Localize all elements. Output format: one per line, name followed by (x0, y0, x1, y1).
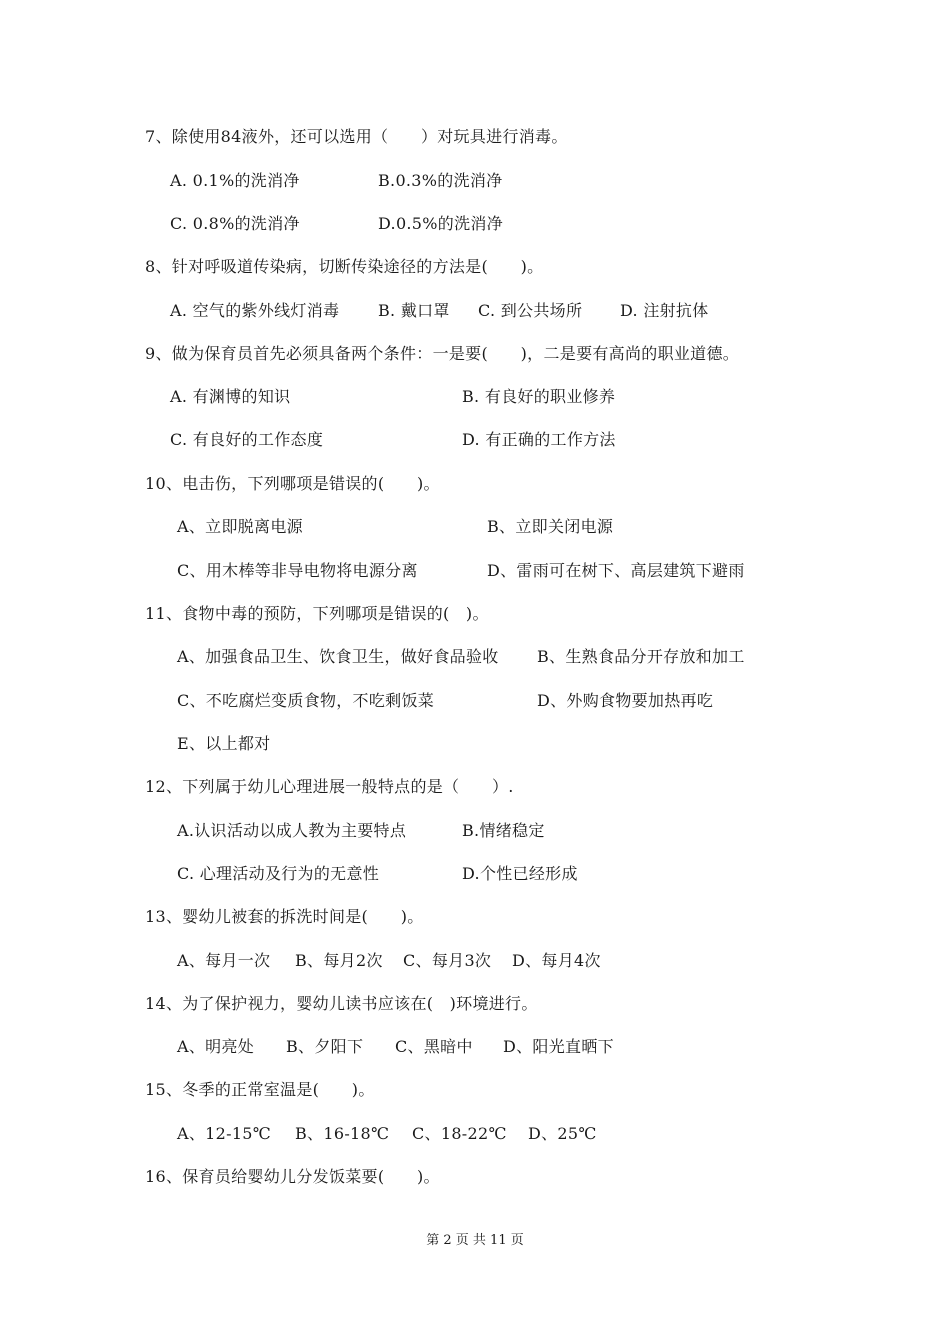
question-15-stem: 15、冬季的正常室温是( )。 (145, 1080, 375, 1099)
question-9-option-d: D. 有正确的工作方法 (462, 430, 616, 449)
question-9-stem: 9、做为保育员首先必须具备两个条件：一是要( )，二是要有高尚的职业道德。 (145, 344, 740, 363)
question-10-option-c: C、用木棒等非导电物将电源分离 (177, 561, 418, 580)
question-14-option-d: D、阳光直晒下 (503, 1037, 614, 1056)
question-12-option-d: D.个性已经形成 (462, 864, 578, 883)
question-14-option-b: B、夕阳下 (286, 1037, 364, 1056)
question-11-option-c: C、不吃腐烂变质食物，不吃剩饭菜 (177, 691, 435, 710)
question-12-option-a: A.认识活动以成人教为主要特点 (177, 821, 407, 840)
question-15-option-b: B、16-18℃ (295, 1124, 390, 1143)
question-15-option-c: C、18-22℃ (412, 1124, 507, 1143)
question-15-option-d: D、25℃ (528, 1124, 597, 1143)
question-8-option-b: B. 戴口罩 (378, 301, 450, 320)
question-9-option-b: B. 有良好的职业修养 (462, 387, 616, 406)
question-8-stem: 8、针对呼吸道传染病，切断传染途径的方法是( )。 (145, 257, 544, 276)
question-13-option-d: D、每月4次 (512, 951, 601, 970)
question-10-stem: 10、电击伤，下列哪项是错误的( )。 (145, 474, 440, 493)
question-11-stem: 11、食物中毒的预防，下列哪项是错误的( )。 (145, 604, 489, 623)
question-11-option-e: E、以上都对 (177, 734, 271, 753)
question-15-option-a: A、12-15℃ (177, 1124, 271, 1143)
question-8-option-d: D. 注射抗体 (620, 301, 709, 320)
question-7-option-a: A. 0.1%的洗消净 (170, 171, 300, 190)
question-7-option-c: C. 0.8%的洗消净 (170, 214, 300, 233)
question-12-option-c: C. 心理活动及行为的无意性 (177, 864, 380, 883)
question-11-option-d: D、外购食物要加热再吃 (537, 691, 714, 710)
question-13-option-c: C、每月3次 (403, 951, 492, 970)
question-12-stem: 12、下列属于幼儿心理进展一般特点的是（ ）. (145, 777, 514, 796)
question-14-option-c: C、黑暗中 (395, 1037, 473, 1056)
question-7-option-d: D.0.5%的洗消净 (378, 214, 503, 233)
question-8-option-c: C. 到公共场所 (478, 301, 583, 320)
question-13-stem: 13、婴幼儿被套的拆洗时间是( )。 (145, 907, 424, 926)
question-13-option-a: A、每月一次 (177, 951, 271, 970)
question-10-option-a: A、立即脱离电源 (177, 517, 303, 536)
question-9-option-c: C. 有良好的工作态度 (170, 430, 324, 449)
question-7-stem: 7、除使用84液外，还可以选用（ ）对玩具进行消毒。 (145, 127, 568, 146)
question-11-option-a: A、加强食品卫生、饮食卫生，做好食品验收 (177, 647, 499, 666)
question-14-stem: 14、为了保护视力，婴幼儿读书应该在( )环境进行。 (145, 994, 538, 1013)
question-9-option-a: A. 有渊博的知识 (170, 387, 291, 406)
question-13-option-b: B、每月2次 (295, 951, 383, 970)
page-number: 第 2 页 共 11 页 (426, 1233, 524, 1248)
question-8-option-a: A. 空气的紫外线灯消毒 (170, 301, 340, 320)
question-16-stem: 16、保育员给婴幼儿分发饭菜要( )。 (145, 1167, 440, 1186)
question-11-option-b: B、生熟食品分开存放和加工 (537, 647, 745, 666)
question-10-option-d: D、雷雨可在树下、高层建筑下避雨 (487, 561, 745, 580)
question-10-option-b: B、立即关闭电源 (487, 517, 614, 536)
question-12-option-b: B.情绪稳定 (462, 821, 545, 840)
question-7-option-b: B.0.3%的洗消净 (378, 171, 503, 190)
question-14-option-a: A、明亮处 (177, 1037, 255, 1056)
